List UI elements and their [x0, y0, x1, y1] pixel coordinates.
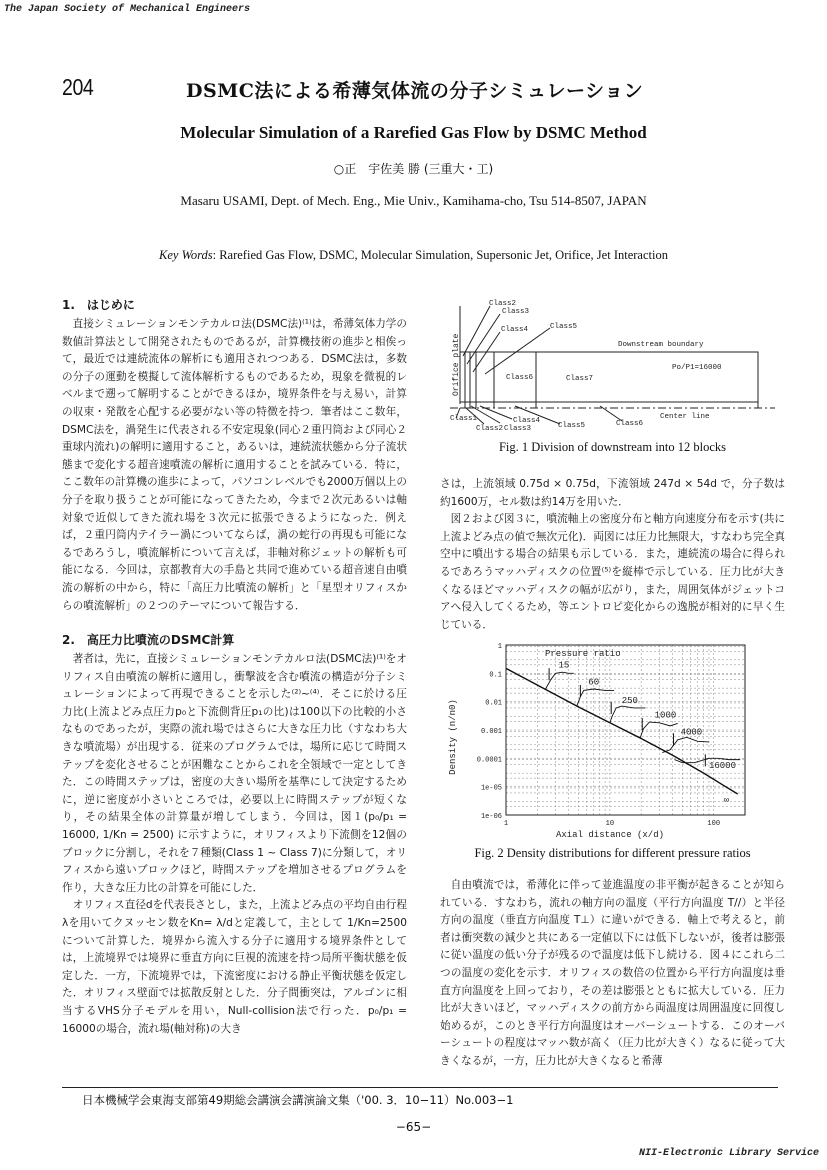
keywords-label: Key Words	[159, 248, 213, 262]
keywords	[0, 248, 827, 263]
paragraph: オリフィス直径dを代表長さとし，また，上流よどみ点の平均自由行程λを用いてクヌッセン数をKn= λ/dと定義して，主として 1/Kn=2500 について計算した．境界から流入する分子に適用する境界条件としては，上流境界では境界に垂直方向に巨視的流速を持つ局所平衡状態を仮定した．一方，下流境界では，下流密度における静止平衡状態を仮定した．オリフィス壁面では拡散反射とした．分子間衝突は，アルゴンに相当するVHS分子モデルを用い，Null-collision法で行った．p₀/p₁ = 16000の場合，流れ場(軸対称)の大き	[62, 899, 407, 1035]
label-class2-top: Class2	[489, 300, 517, 308]
label-orifice-plate: Orifice plate	[452, 333, 461, 396]
nii-service-label: NII-Electronic Library Service	[638, 1148, 819, 1159]
title-english: Molecular Simulation of a Rarefied Gas Flow by DSMC Method	[180, 123, 647, 142]
right-column-bottom	[440, 877, 785, 1071]
label-class6: Class6	[506, 374, 534, 382]
y-tick-label: 1	[497, 643, 502, 651]
section-heading-introduction: 1. はじめに	[62, 298, 135, 312]
series-line-60	[577, 689, 614, 706]
series-label-1000: 1000	[654, 710, 677, 721]
paragraph: 著者は，先に，直接シミュレーションモンテカルロ法(DSMC法)⁽¹⁾をオリフィス自由噴流の解析に適用し，衝撃波を含む噴流の構造が分子シミュレーションによって再現できることを示した⁽²⁾~⁽⁴⁾．そこに於ける圧力比(上流よどみ点圧力p₀と下流側背圧p₁の比)は100以下の比較的小さなものであったが，実際の流れ場ではさらに大きな圧力比（すなわち大きな噴流場）が出現する．従来のプログラムでは，場所に応じて時間ステップを変化させることが困難なことからこれを全領域で一定としてきた．この時間ステップは，密度の大きい場所を基準にして決定するために，逆に密度が小さいところでは，必要以上に時間ステップが短くなり，その結果全体の計算量が増してしまう．今回は，図１(p₀/p₁ = 16000, 1/Kn = 2500) に示すように，オリフィスより下流側を12個のブロックに分割し，それを７種類(Class 1 ~ Class 7)に分類して，オリフィスから遠いブロックほど，時間ステップを増加させるプログラムを作り，大きな圧力比の計算を可能にした．	[62, 653, 407, 894]
mach-disk-markers	[549, 668, 705, 766]
author-japanese: ○正 宇佐美 勝 (三重大・工)	[333, 162, 494, 176]
page-number: −65−	[395, 1120, 432, 1134]
proceedings-citation: 日本機械学会東海支部第49期総会講演会講演論文集（'00. 3．10−11）No.003−1	[82, 1093, 514, 1107]
series-label-4000: 4000	[680, 727, 703, 738]
y-axis-label: Density (n/n0)	[448, 699, 458, 775]
title-japanese: DSMC法による希薄気体流の分子シミュレーション	[186, 80, 644, 102]
series-line-250	[610, 706, 646, 723]
x-tick-label: 1	[503, 820, 509, 828]
figure-1-diagram	[450, 296, 780, 431]
label-class7: Class7	[566, 375, 594, 383]
label-class3-bottom: Class3	[504, 425, 532, 431]
keywords-list: : Rarefied Gas Flow, DSMC, Molecular Simulation, Supersonic Jet, Orifice, Jet Interaction	[212, 248, 668, 262]
figure-2	[445, 637, 785, 842]
author-english: Masaru USAMI, Dept. of Mech. Eng., Mie Univ., Kamihama-cho, Tsu 514-8507, JAPAN	[180, 193, 647, 208]
density-chart	[445, 637, 785, 842]
x-tick-label: 100	[707, 820, 721, 828]
series-label-250: 250	[621, 695, 638, 706]
y-tick-label: 1e-05	[480, 784, 502, 793]
label-class4-bottom: Class4	[513, 417, 541, 425]
y-tick-label: 0.001	[480, 728, 502, 736]
society-header: The Japan Society of Mechanical Engineers	[4, 4, 251, 15]
legend-title: Pressure ratio	[545, 649, 621, 659]
y-tick-label: 0.1	[489, 671, 502, 680]
section-heading-dsmc: 2. 高圧力比噴流のDSMC計算	[62, 633, 235, 648]
left-column	[62, 296, 407, 1038]
x-axis-label: Axial distance (x/d)	[555, 830, 665, 840]
series-label-15: 15	[558, 660, 570, 671]
label-class4-top: Class4	[501, 326, 529, 334]
label-class5-bottom: Class5	[558, 422, 586, 430]
label-class2-bottom: Class2	[476, 425, 504, 431]
footer-divider	[62, 1087, 778, 1088]
label-class6-bottom: Class6	[616, 420, 644, 428]
label-downstream-boundary: Downstream boundary	[618, 341, 704, 349]
label-class1-bottom: Class1	[450, 415, 478, 423]
paragraph: 図２および図３に，噴流軸上の密度分布と軸方向速度分布を示す(共に上流よどみ点の値で無次元化)．両図には圧力比無限大，すなわち完全真空中に噴出する場合の結果も示している．また，連続流の場合に得られるであろうマッハディスクの位置⁽⁵⁾を縦棒で示している．圧力比が大きくなるほどマッハディスクの幅が広がり，また，周囲気体がジェットコアへ侵入してくるため，等エントロピ変化からの逸脱が相対的に早く生じている．	[440, 513, 785, 631]
y-tick-label: 0.0001	[476, 756, 502, 765]
label-pressure-ratio: Po/P1=16000	[672, 364, 722, 372]
paragraph: 直接シミュレーションモンテカルロ法(DSMC法)⁽¹⁾は，希薄気体力学の数値計算法として開発されたものであるが，計算機技術の進歩と相俟って，最近では連続流体の解析にも適用されつつある．DSMC法は，多数の分子の運動を模擬して流体解析するものであるため，現象を微視的レベルまで遡って解明することができるほか，境界条件を与え易い，計算の収束・発散を心配する必要がない等の特徴を持つ．筆者はここ数年，DSMC法を，渦発生に代表される不安定現象(同心２重円筒および同心２重球内流れ)の解明に適用すること，あるいは，連続流状態から分子流状態まで変化する超音速噴流の解析に適用することを試みている．特に，ここ数年の計算機の進歩によって，パソコンレベルでも2000万個以上の分子を取り扱うことが可能になってきたため，今まで２次元あるいは軸対象で近似してきた流れ場を３次元に拡張できるようになった．例えば，２重円筒内テイラー渦についてならば，渦の蛇行の再現も可能になるであろうし，噴流解析について言えば，非軸対称ジェットの解析も可能になる．今回は，京都教育大の手島と共同で進めている超音速自由噴流の解析の中から，特に「高圧力比噴流の解析」と「星型オリフィスからの噴流解析」の２つのテーマについて報告する．	[62, 318, 407, 612]
label-class5-top: Class5	[550, 323, 578, 331]
paragraph: 自由噴流では，希薄化に伴って並進温度の非平衡が起きることが知られている．すなわち，流れの軸方向の温度（平行方向温度 T//）と半径方向の温度（垂直方向温度 T⊥）に違いができる．軸上で考えると，前者は衝突数の減少と共にある一定値以下には低下しないが，後者は膨張に従い温度の低い分子が残るので温度は低下し続ける．図４にこれら二つの温度の変化を示す．オリフィスの数倍の位置から平行方向温度は垂直方向温度を上回っており，その差は膨張とともに拡大している．圧力比が大きいほど，マッハディスクの前方から両温度は周囲温度に回復し始めるが，このとき平行方向温度はオーバーシュートする．このオーバーシュートの程度はマッハ数が高く（圧力比が大きく）なるに従って大きくなるが，一方，圧力比が大きくなると希薄	[440, 879, 785, 1067]
paper-number: 204	[62, 74, 94, 100]
y-tick-label: 0.01	[485, 699, 502, 708]
right-column-top	[440, 476, 785, 634]
figure-1-caption: Fig. 1 Division of downstream into 12 blocks	[498, 440, 727, 454]
x-tick-label: 10	[605, 820, 615, 828]
series-label-infinity: ∞	[723, 795, 730, 806]
figure-2-caption: Fig. 2 Density distributions for different pressure ratios	[474, 846, 751, 860]
label-class3-top: Class3	[502, 308, 530, 316]
label-center-line: Center line	[660, 413, 710, 421]
series-line-4000	[662, 737, 709, 752]
series-label-16000: 16000	[708, 761, 736, 772]
paragraph: さは，上流領域 0.75d × 0.75d，下流領域 247d × 54d で，分子数は約1600万，セル数は約14万を用いた．	[440, 478, 785, 508]
series-label-60: 60	[588, 677, 600, 688]
y-tick-label: 1e-06	[480, 813, 502, 821]
figure-1	[450, 296, 780, 431]
